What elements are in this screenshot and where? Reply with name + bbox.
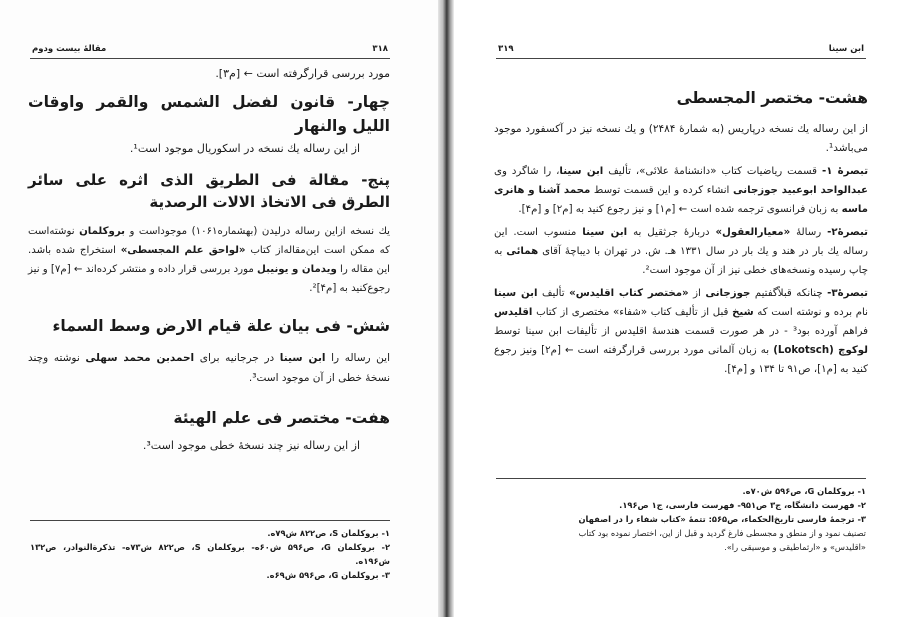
section-5-text: [28, 222, 390, 298]
text-segment: قبل از تألیف كتاب «شفاء» مختصری از كتاب: [536, 307, 729, 318]
person-name: همائی: [506, 246, 539, 257]
text-segment: فراهم آورده بود³ - در هر صورت قسمت هندسهٔ اقلیدس از تألیفات ابن سینا توسط: [494, 326, 868, 337]
section-heading-8: هشت- مختصر المجسطى: [676, 89, 868, 107]
person-name: اقلیدس: [494, 307, 533, 318]
text-segment: به چاپ رسیده ونسخه‌های خطی نیز از آن موجود است².: [494, 246, 868, 276]
book-title: «لواحق علم المجسطى»: [120, 245, 246, 256]
text-segment: به زبان آلمانی مورد بررسی قرارگرفته است ← [م۲] ونیز رجوع كنید به [م۱]، ص۹۱ تا ۱۳۴ و [م۴].: [494, 345, 868, 375]
footnote-1: ۱- بروكلمان G، ص۵۹۶ ش۷۰ه.: [742, 486, 866, 496]
right-footnote-rule: [496, 478, 866, 479]
person-name: عبدالواحد ابوعبید جوزجانی: [733, 185, 868, 196]
left-page-body: [28, 66, 390, 454]
text-segment: چنانكه قبلاً‌گفتیم: [754, 288, 823, 299]
right-page-header: [496, 44, 866, 59]
text-segment: نوشته وچند نسخهٔ خطی از آن موجود است³.: [28, 352, 390, 384]
footnote-3: ۳- بروكلمان G، ص۵۹۶ ش۶۹ه.: [266, 570, 390, 580]
person-name: لوكوچ (Lokotsch): [773, 345, 868, 356]
text-segment: استخراج شده باشد. این مقاله را: [28, 245, 390, 275]
left-footnote-rule: [30, 520, 390, 521]
text-segment: تألیف: [541, 288, 565, 299]
author-names: ویدمان و یونیبل: [257, 264, 337, 275]
section-heading-6: شش- فى بيان علة قيام الارض وسط السماء: [52, 317, 390, 335]
note-label: تبصرهٔ ۱-: [821, 166, 869, 177]
section-heading-7: هفت- مختصر فى علم الهيئة: [173, 409, 390, 427]
text-segment: دربارهٔ جرثقیل به: [633, 227, 710, 238]
section-heading-5: پنج- مقالة فى الطريق الذى اثره على سائر الطرق فى الاتخاذ الالات الرصدية: [28, 171, 390, 211]
footnote-3-cont: تصنیف نمود و از منطق و مجسطی فارغ گردید و قبل از این، اختصار نموده بود كتاب: [578, 528, 866, 538]
note-2-text: [494, 223, 868, 280]
note-label: تبصرهٔ۳-: [827, 288, 868, 299]
section-heading-4: چهار- قانون لفضل الشمس والقمر واوقات الليل والنهار: [28, 93, 390, 135]
right-footnotes: [496, 484, 866, 554]
section-4-text: از این رساله یك نسخه در اسكوریال موجود است¹.: [129, 142, 360, 155]
text-segment: به زبان فرانسوی ترجمه شده است ← [م۱] و نیز رجوع كنید به [م۲] و [م۴].: [518, 204, 839, 215]
left-footnotes: [30, 526, 390, 582]
person-name: شیخ: [732, 307, 754, 318]
author-name: ابن سینا: [494, 288, 538, 299]
note-3-text: [494, 284, 868, 379]
author-name: بروكلمان: [79, 226, 125, 237]
footnote-2: ۲- بروكلمان G، ص۵۹۶ ش۶۰ه- بروكلمان S، ص۸۲۲ ش۷۳ه- تذكرةالنوادر، ص۱۳۲ ش۱۹۶ه.: [30, 542, 391, 566]
continuation-line: مورد بررسی قرارگرفته است ← [م۳].: [215, 67, 390, 80]
section-6-text: [28, 348, 390, 388]
right-page-number: ۳۱۹: [498, 44, 514, 54]
text-segment: نوشته‌است كه ممكن است این‌مقاله‌از كتاب: [28, 226, 390, 256]
note-label: تبصرهٔ۲-: [827, 227, 868, 238]
text-segment: مورد بررسی قرار داده و منتشر كرده‌اند ← [م۷] و نیز رجوع‌كنید به [م۴]².: [28, 264, 390, 294]
author-name: ابن سینا: [582, 227, 628, 238]
text-segment: یك نسخه ازاین رساله درلیدن (بهشماره۱۰۶۱) موجوداست و: [129, 226, 390, 237]
author-name: ابن سینا: [559, 166, 604, 177]
text-segment: نام برده و نوشته است كه: [757, 307, 868, 318]
right-running-title: ابن سینا: [828, 44, 864, 54]
text-segment: ، را شاگرد وی: [494, 166, 560, 177]
text-segment: این رساله را: [331, 352, 390, 364]
text-segment: منسوب است. این رساله یك بار در هند و یك بار در سال ۱۳۳۱ هـ. ش. در تهران با دیباچهٔ آقای: [494, 227, 868, 257]
left-page-number: ۳۱۸: [372, 44, 388, 54]
text-segment: قسمت ریاضیات كتاب «دانشنامهٔ علائی»، تألیف: [608, 166, 817, 177]
text-segment: در جرجانیه برای: [199, 352, 275, 364]
person-name: احمدبن محمد سهلی: [85, 352, 195, 364]
text-segment: رسالهٔ: [796, 227, 822, 238]
text-segment: از: [693, 288, 701, 299]
book-title: «مختصر كتاب اقلیدس»: [569, 288, 689, 299]
right-page-body: [494, 86, 868, 379]
left-page-header: [30, 44, 390, 59]
footnote-1: ۱- بروكلمان S، ص۸۲۲ ش۷۹ه.: [267, 528, 390, 538]
note-1-text: [494, 162, 868, 219]
translator-names: محمد آشنا و هانری ماسه: [494, 185, 868, 215]
book-title: «معیارالعقول»: [715, 227, 791, 238]
footnote-3-cont: «اقلیدس» و «ارثماطیقی و موسیقی را».: [724, 542, 866, 552]
footnote-3: ۳- ترجمهٔ فارسی تاریخ‌الحكماء، ص۵۶۵: تتمهٔ «كتاب شفاء را در اصفهان: [578, 514, 866, 524]
left-running-title: مقالهٔ بیست ودوم: [32, 44, 107, 54]
book-gutter: [438, 0, 454, 617]
right-page: [454, 0, 906, 617]
text-segment: انشاء كرده و این قسمت توسط: [593, 185, 730, 196]
section-7-text: از این رساله نیز چند نسخهٔ خطی موجود است³.: [142, 439, 360, 452]
section-8-text: از این رساله یك نسخه درپاریس (به شمارهٔ ۲۴۸۴) و یك نسخه نیز در آكسفورد موجود می‌باشد¹.: [494, 123, 868, 154]
author-name: ابن سینا: [279, 352, 326, 364]
footnote-2: ۲- فهرست دانشگاه، ج۳ ص۹۵۱- فهرست فارسی، ج۱ ص۱۹۶.: [619, 500, 866, 510]
person-name: جوزجانی: [705, 288, 751, 299]
left-page: [0, 0, 438, 617]
